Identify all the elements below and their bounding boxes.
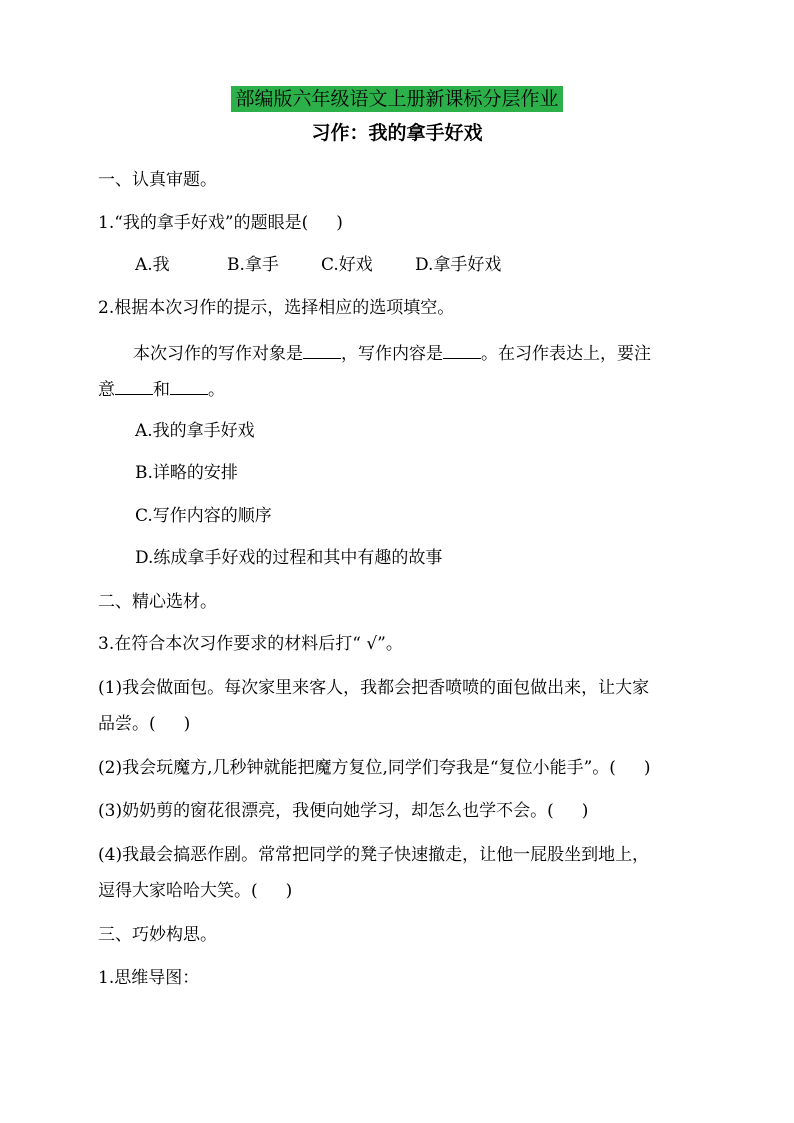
q1-stem-text: 1.“我的拿手好戏”的题眼是( [98, 213, 309, 233]
q2-blank-3[interactable] [115, 376, 153, 395]
q3-item-1-text: 品尝。( [98, 714, 156, 734]
q2-option-b: B.详略的安排 [135, 463, 238, 483]
series-banner: 部编版六年级语文上册新课标分层作业 [231, 86, 562, 112]
section3-heading: 三、巧妙构思。 [98, 925, 217, 945]
q2-text-f: 。 [208, 380, 225, 400]
q2-fill-line1 [133, 340, 651, 366]
q3-item-1-line1: (1)我会做面包。每次家里来客人，我都会把香喷喷的面包做出来，让大家 [98, 678, 650, 698]
q3-item-1-close: ) [183, 714, 191, 734]
section3-q1: 1.思维导图： [98, 968, 200, 988]
q2-blank-4[interactable] [170, 376, 208, 395]
q2-text-c: 。在习作表达上，要注 [481, 344, 651, 364]
q1-options [135, 253, 501, 277]
q1-option-a: A.我 [135, 255, 170, 275]
q1-option-d: D.拿手好戏 [415, 255, 502, 275]
q3-item-3-close: ) [581, 801, 589, 821]
q2-stem: 2.根据本次习作的提示，选择相应的选项填空。 [98, 298, 455, 318]
q1-option-c: C.好戏 [321, 255, 373, 275]
q2-option-d: D.练成拿手好戏的过程和其中有趣的故事 [135, 548, 443, 568]
q3-item-4-close: ) [285, 881, 293, 901]
page-title: 习作：我的拿手好戏 [311, 122, 483, 144]
section1-heading: 一、认真审题。 [98, 170, 217, 190]
q3-item-2-text: (2)我会玩魔方,几秒钟就能把魔方复位,同学们夸我是“复位小能手”。( [98, 758, 616, 778]
q3-item-4-text: 逗得大家哈哈大笑。( [98, 881, 258, 901]
q3-item-4-line2 [98, 879, 292, 903]
q2-option-c: C.写作内容的顺序 [135, 506, 272, 526]
q3-item-2 [98, 756, 651, 780]
q1-option-b: B.拿手 [227, 255, 279, 275]
q2-option-a: A.我的拿手好戏 [135, 421, 255, 441]
q1-stem [98, 211, 343, 235]
q3-item-1-line2 [98, 712, 190, 736]
q2-blank-2[interactable] [443, 340, 481, 359]
q2-text-a: 本次习作的写作对象是 [133, 344, 303, 364]
q3-item-3 [98, 799, 588, 823]
q3-item-3-text: (3)奶奶剪的窗花很漂亮，我便向她学习，却怎么也学不会。( [98, 801, 554, 821]
q2-text-d: 意 [98, 380, 115, 400]
q2-fill-line2 [98, 376, 225, 402]
title-row [0, 120, 794, 146]
q2-blank-1[interactable] [303, 340, 341, 359]
section2-heading: 二、精心选材。 [98, 592, 217, 612]
q2-text-e: 和 [153, 380, 170, 400]
q3-item-4-line1: (4)我最会搞恶作剧。常常把同学的凳子快速撤走，让他一屁股坐到地上， [98, 845, 650, 865]
header [0, 86, 794, 112]
q1-close-paren: ) [336, 213, 343, 233]
q2-text-b: ，写作内容是 [341, 344, 443, 364]
q3-item-2-close: ) [643, 758, 651, 778]
q3-stem: 3.在符合本次习作要求的材料后打“ √”。 [98, 634, 403, 654]
